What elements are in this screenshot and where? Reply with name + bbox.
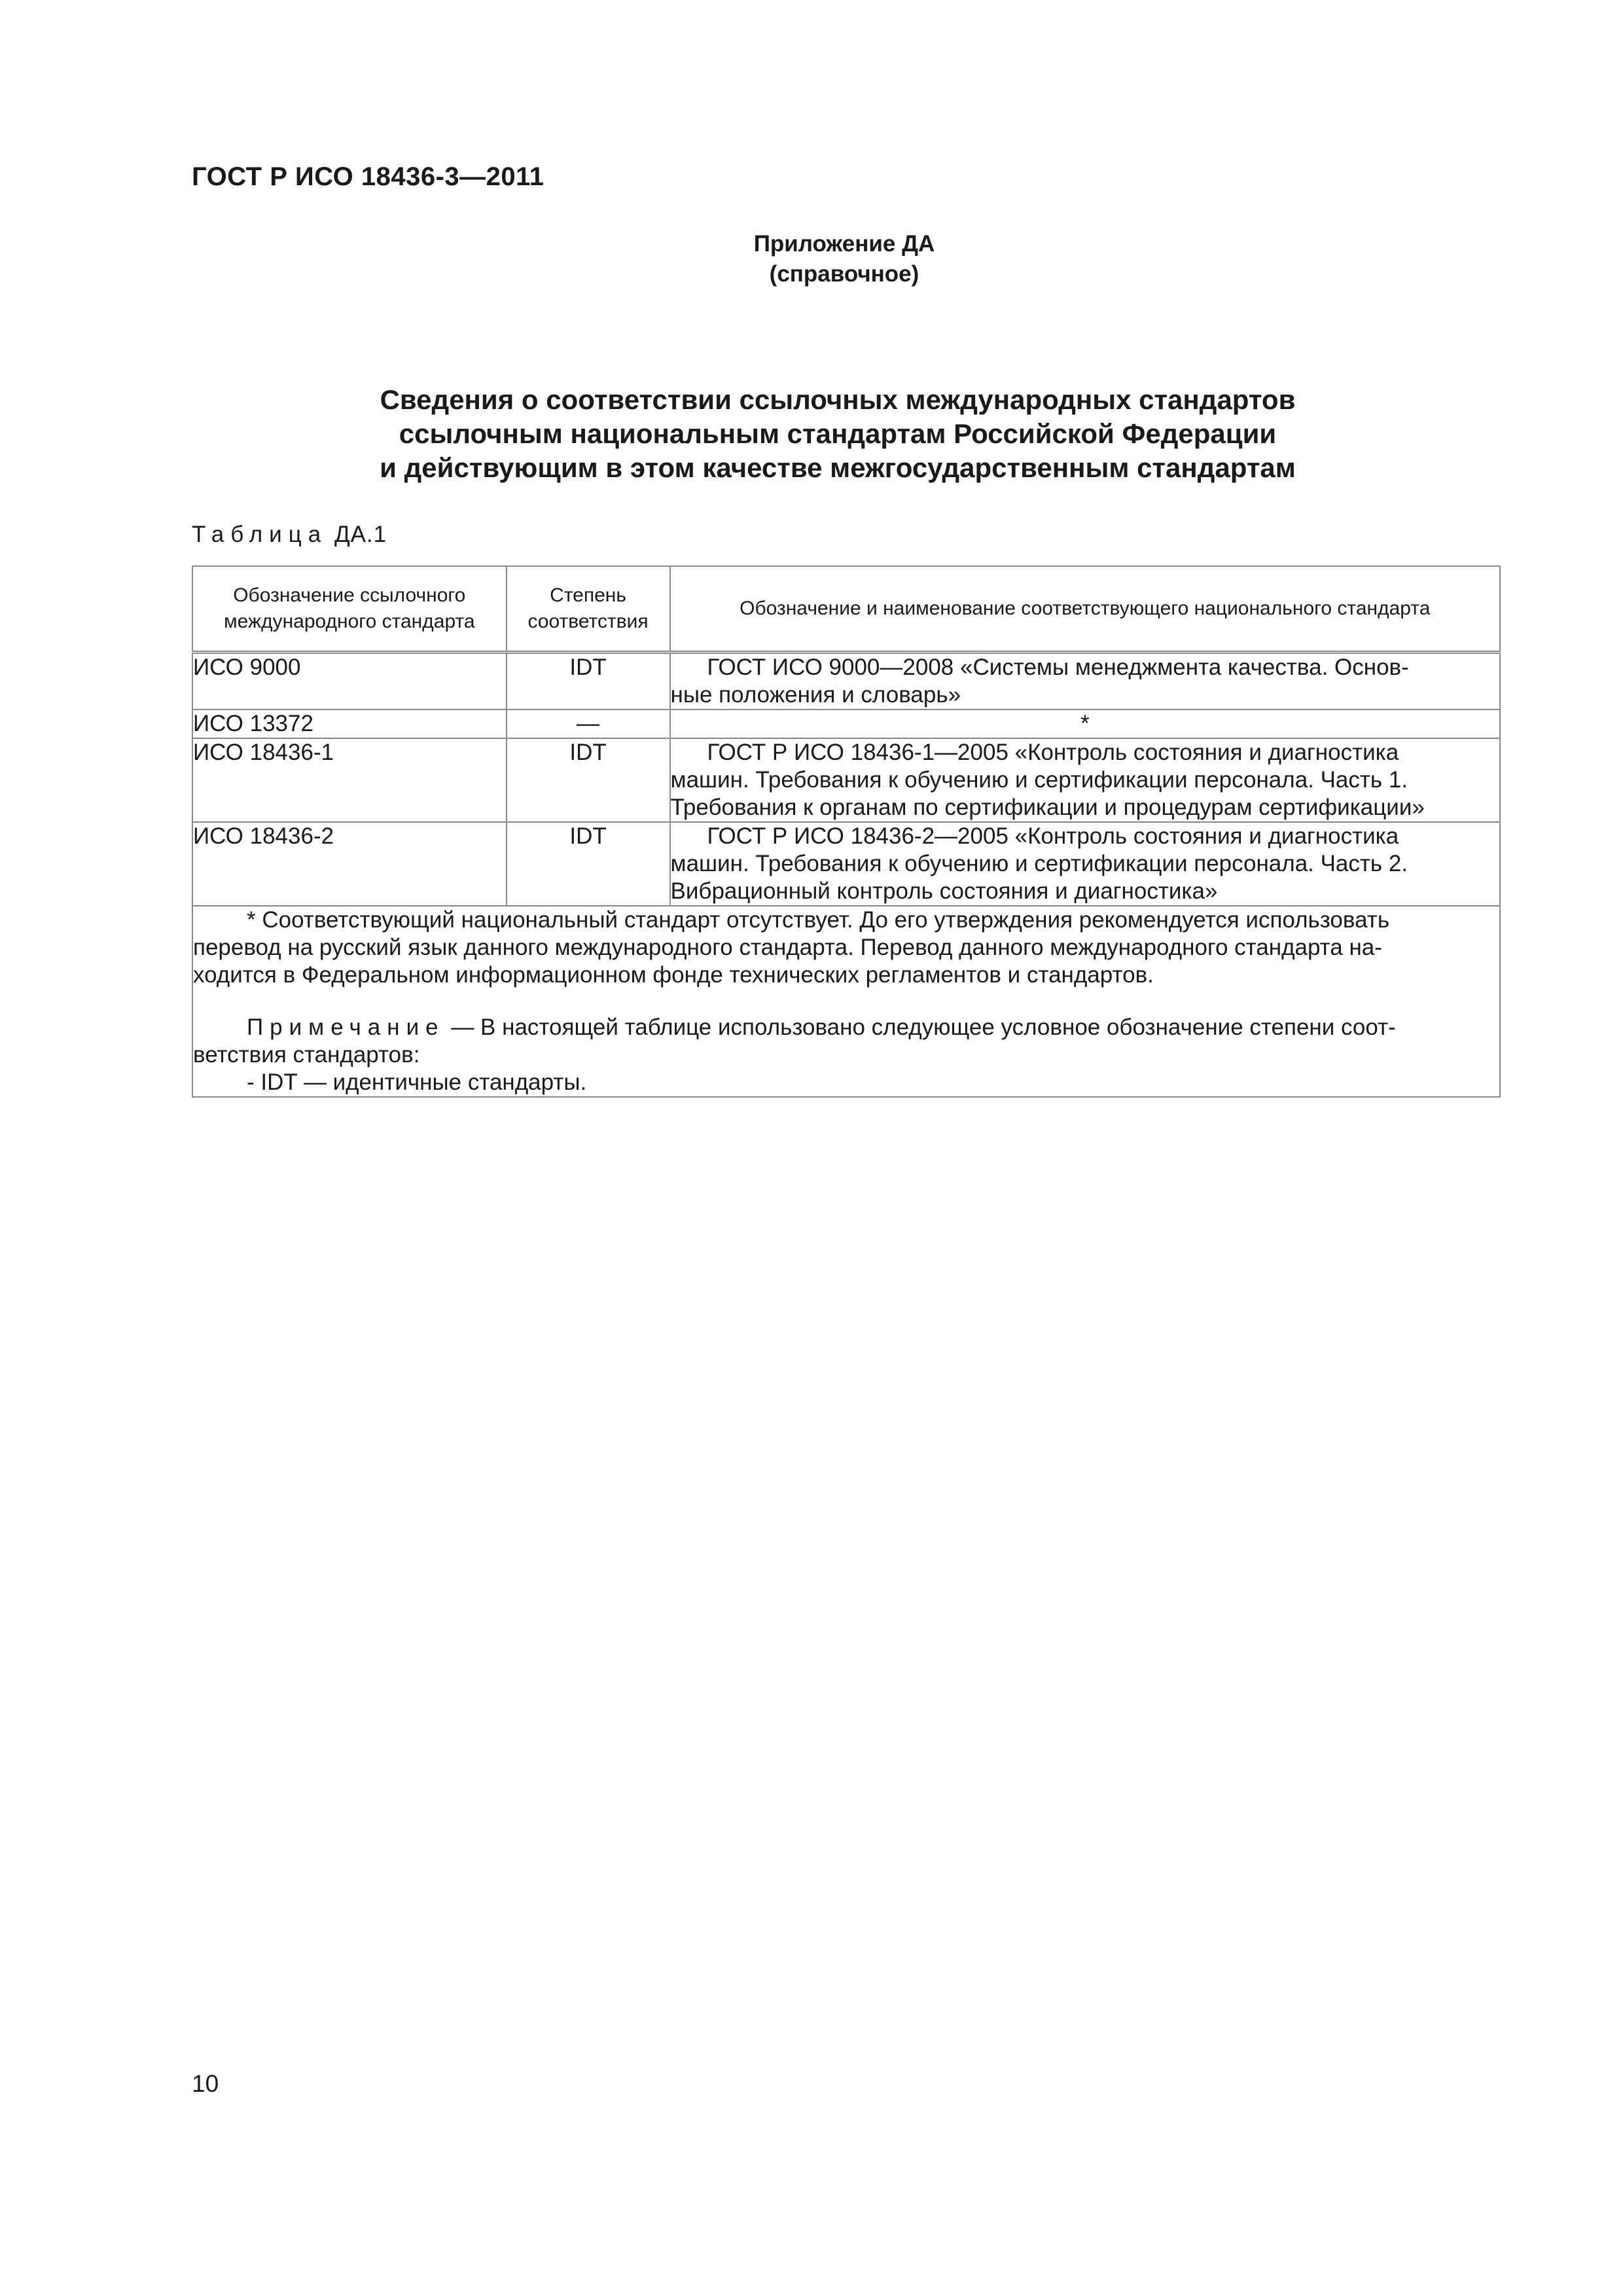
degree-of-correspondence: IDT — [507, 738, 670, 822]
intl-standard-code: ИСО 18436-2 — [192, 822, 507, 906]
table-header-row — [192, 566, 1500, 653]
heading-line-3: и действующим в этом качестве межгосударственным стандартам — [380, 452, 1296, 483]
heading-line-1: Сведения о соответствии ссылочных международных стандартов — [380, 384, 1296, 415]
table-caption-id: ДА.1 — [334, 522, 387, 547]
header-intl-standard: Обозначение ссылочного международного стандарта — [192, 566, 507, 653]
footnote-line: перевод на русский язык данного международного стандарта. Перевод данного международного стандарта на- — [193, 935, 1382, 960]
standards-table — [192, 565, 1501, 1098]
document-code: ГОСТ Р ИСО 18436-3—2011 — [192, 162, 544, 191]
table-row — [192, 738, 1500, 822]
table-row — [192, 653, 1500, 710]
table-note — [193, 1014, 1499, 1041]
annex-heading — [314, 383, 1361, 485]
table-caption-word: Таблица — [192, 522, 328, 547]
annex-kind: (справочное) — [769, 261, 919, 287]
table-caption — [192, 522, 387, 548]
intl-standard-code: ИСО 9000 — [192, 653, 507, 710]
note-heading: Примечание — [247, 1014, 445, 1040]
table-footnote — [192, 906, 1500, 1097]
footnote-line: * Соответствующий национальный стандарт отсутствует. До его утверждения рекомендуется использовать — [247, 907, 1390, 933]
note-text-continued: ветствия стандартов: — [193, 1042, 420, 1067]
degree-of-correspondence: IDT — [507, 653, 670, 710]
national-standard-name: ГОСТ Р ИСО 18436-1—2005 «Контроль состояния и диагностика машин. Требования к обучению и сертификации персонала. Часть 1. Требования к органам по сертификации и процедурам сертификации» — [670, 738, 1501, 822]
intl-standard-code: ИСО 13372 — [192, 709, 507, 738]
national-standard-name: ГОСТ ИСО 9000—2008 «Системы менеджмента качества. Основ- ные положения и словарь» — [670, 653, 1501, 710]
note-text: — В настоящей таблице использовано следующее условное обозначение степени соот- — [444, 1014, 1396, 1040]
intl-standard-code: ИСО 18436-1 — [192, 738, 507, 822]
page-number: 10 — [192, 2070, 219, 2097]
national-standard-footnote-mark: * — [670, 709, 1501, 738]
annex-title: Приложение ДА — [753, 231, 935, 257]
header-degree: Степень соответствия — [507, 566, 670, 653]
table-row — [192, 709, 1500, 738]
degree-of-correspondence: IDT — [507, 822, 670, 906]
heading-line-2: ссылочным национальным стандартам Российской Федерации — [399, 418, 1277, 449]
footnote-line: ходится в Федеральном информационном фонде технических регламентов и стандартов. — [193, 962, 1154, 988]
degree-of-correspondence: — — [507, 709, 670, 738]
table-row — [192, 822, 1500, 906]
note-list-item: - IDT — идентичные стандарты. — [247, 1069, 587, 1095]
header-national-standard: Обозначение и наименование соответствующего национального стандарта — [670, 566, 1501, 653]
table-footer-row — [192, 906, 1500, 1097]
national-standard-name: ГОСТ Р ИСО 18436-2—2005 «Контроль состояния и диагностика машин. Требования к обучению и сертификации персонала. Часть 2. Вибрационный контроль состояния и диагностика» — [670, 822, 1501, 906]
